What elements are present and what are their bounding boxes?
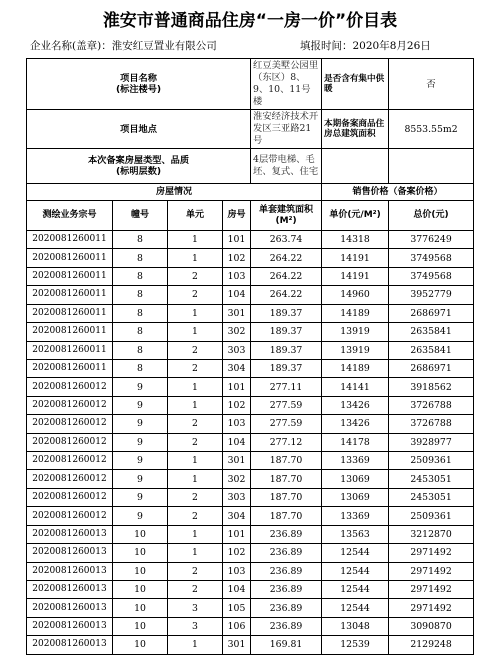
cell-area: 187.70 [251, 507, 322, 525]
cell-area: 236.89 [251, 562, 322, 580]
cell-unit-price: 13563 [322, 525, 389, 543]
cell-unit-price: 14191 [322, 267, 389, 285]
cell-room: 304 [223, 507, 251, 525]
cell-room: 302 [223, 323, 251, 341]
cell-unit: 1 [168, 323, 223, 341]
company-label: 企业名称(盖章)： [30, 40, 112, 52]
empty-cell [389, 149, 474, 184]
table-row [27, 525, 474, 543]
cell-area: 189.37 [251, 323, 322, 341]
cell-room: 105 [223, 599, 251, 617]
group-header-row [27, 184, 474, 201]
cell-unit-price: 14178 [322, 433, 389, 451]
cell-room: 101 [223, 231, 251, 249]
table-row [27, 415, 474, 433]
cell-unit: 2 [168, 341, 223, 359]
cell-code: 2020081260013 [27, 636, 113, 654]
cell-unit: 3 [168, 617, 223, 635]
cell-area: 277.59 [251, 396, 322, 414]
cell-code: 2020081260011 [27, 231, 113, 249]
company-line [30, 38, 217, 53]
table-row [27, 323, 474, 341]
cell-room: 103 [223, 415, 251, 433]
cell-room: 102 [223, 396, 251, 414]
cell-code: 2020081260011 [27, 323, 113, 341]
col-header-building: 幢号 [113, 201, 168, 231]
cell-unit: 2 [168, 433, 223, 451]
cell-area: 187.70 [251, 470, 322, 488]
location-value: 淮安经济技术开发区三亚路21号 [251, 110, 322, 149]
table-row [27, 359, 474, 377]
project-name-value: 红豆美墅公园里（东区）8、9、10、11号楼 [251, 59, 322, 110]
cell-area: 236.89 [251, 581, 322, 599]
cell-code: 2020081260013 [27, 544, 113, 562]
table-row [27, 341, 474, 359]
cell-total: 3090870 [389, 617, 474, 635]
table-row [27, 396, 474, 414]
cell-unit-price: 13048 [322, 617, 389, 635]
cell-room: 106 [223, 617, 251, 635]
table-row [27, 599, 474, 617]
cell-room: 301 [223, 304, 251, 322]
cell-area: 189.37 [251, 304, 322, 322]
cell-total: 3212870 [389, 525, 474, 543]
cell-unit-price: 13919 [322, 341, 389, 359]
cell-building: 8 [113, 249, 168, 267]
cell-total: 2509361 [389, 507, 474, 525]
cell-code: 2020081260011 [27, 267, 113, 285]
table-row [27, 636, 474, 654]
group-price-header: 销售价格（备案价格） [322, 184, 474, 201]
cell-total: 2686971 [389, 359, 474, 377]
cell-total: 2509361 [389, 452, 474, 470]
cell-total: 2453051 [389, 470, 474, 488]
table-row [27, 378, 474, 396]
cell-total: 2971492 [389, 562, 474, 580]
cell-code: 2020081260013 [27, 562, 113, 580]
cell-total: 2635841 [389, 323, 474, 341]
cell-unit-price: 14318 [322, 231, 389, 249]
table-row [27, 231, 474, 249]
cell-building: 8 [113, 286, 168, 304]
col-header-unit: 单元 [168, 201, 223, 231]
cell-total: 3952779 [389, 286, 474, 304]
cell-room: 303 [223, 341, 251, 359]
cell-building: 9 [113, 433, 168, 451]
cell-unit-price: 14191 [322, 249, 389, 267]
cell-area: 264.22 [251, 249, 322, 267]
cell-unit: 1 [168, 231, 223, 249]
cell-total: 3918562 [389, 378, 474, 396]
empty-cell [322, 149, 389, 184]
cell-code: 2020081260012 [27, 470, 113, 488]
cell-unit: 1 [168, 636, 223, 654]
cell-unit: 2 [168, 415, 223, 433]
cell-code: 2020081260011 [27, 249, 113, 267]
cell-total: 3749568 [389, 267, 474, 285]
cell-room: 101 [223, 378, 251, 396]
cell-room: 104 [223, 581, 251, 599]
cell-code: 2020081260013 [27, 525, 113, 543]
cell-unit-price: 14189 [322, 304, 389, 322]
col-header-code: 测绘业务宗号 [27, 201, 113, 231]
location-label: 项目地点 [27, 110, 251, 149]
has-supply-value: 否 [389, 59, 474, 110]
cell-unit: 2 [168, 359, 223, 377]
table-row [27, 544, 474, 562]
table-row [27, 562, 474, 580]
cell-room: 303 [223, 488, 251, 506]
column-header-row [27, 201, 474, 231]
type-label: 本次备案房屋类型、品质 (标明层数) [27, 149, 251, 184]
table-row [27, 617, 474, 635]
cell-unit-price: 13426 [322, 396, 389, 414]
col-header-area: 单套建筑面积 (M²) [251, 201, 322, 231]
cell-building: 8 [113, 359, 168, 377]
company-name: 淮安红豆置业有限公司 [111, 40, 217, 52]
cell-total: 2971492 [389, 599, 474, 617]
cell-unit-price: 12544 [322, 581, 389, 599]
cell-code: 2020081260013 [27, 617, 113, 635]
cell-total: 2971492 [389, 544, 474, 562]
cell-area: 189.37 [251, 359, 322, 377]
cell-building: 9 [113, 507, 168, 525]
cell-code: 2020081260011 [27, 286, 113, 304]
area-label: 本期备案商品住房总建筑面积 [322, 110, 389, 149]
group-house-header: 房屋情况 [27, 184, 322, 201]
cell-building: 9 [113, 488, 168, 506]
table-row [27, 267, 474, 285]
cell-unit: 3 [168, 599, 223, 617]
table-row [27, 488, 474, 506]
table-row [27, 507, 474, 525]
cell-area: 189.37 [251, 341, 322, 359]
cell-building: 10 [113, 562, 168, 580]
cell-code: 2020081260012 [27, 378, 113, 396]
col-header-unit-price: 单价(元/M²) [322, 201, 389, 231]
table-row [27, 452, 474, 470]
cell-building: 10 [113, 599, 168, 617]
cell-total: 2453051 [389, 488, 474, 506]
cell-room: 101 [223, 525, 251, 543]
cell-total: 2129248 [389, 636, 474, 654]
cell-room: 304 [223, 359, 251, 377]
cell-building: 8 [113, 267, 168, 285]
cell-unit: 2 [168, 267, 223, 285]
cell-room: 102 [223, 249, 251, 267]
cell-code: 2020081260012 [27, 488, 113, 506]
cell-building: 8 [113, 341, 168, 359]
cell-area: 169.81 [251, 636, 322, 654]
cell-unit-price: 13919 [322, 323, 389, 341]
info-row-type [27, 149, 474, 184]
cell-total: 2971492 [389, 581, 474, 599]
cell-building: 9 [113, 452, 168, 470]
cell-building: 9 [113, 470, 168, 488]
cell-code: 2020081260011 [27, 341, 113, 359]
col-header-total: 总价(元) [389, 201, 474, 231]
cell-building: 10 [113, 617, 168, 635]
cell-area: 264.22 [251, 267, 322, 285]
cell-unit: 2 [168, 562, 223, 580]
col-header-room: 房号 [223, 201, 251, 231]
cell-unit: 2 [168, 488, 223, 506]
price-table [26, 58, 474, 655]
cell-unit-price: 12544 [322, 599, 389, 617]
cell-unit-price: 14189 [322, 359, 389, 377]
cell-building: 10 [113, 525, 168, 543]
cell-building: 8 [113, 323, 168, 341]
fill-time-line [300, 38, 431, 53]
cell-unit-price: 12544 [322, 544, 389, 562]
cell-area: 236.89 [251, 617, 322, 635]
area-value: 8553.55m2 [389, 110, 474, 149]
cell-room: 302 [223, 470, 251, 488]
cell-unit-price: 13069 [322, 470, 389, 488]
cell-unit-price: 13069 [322, 488, 389, 506]
cell-room: 301 [223, 452, 251, 470]
cell-total: 3928977 [389, 433, 474, 451]
cell-unit: 1 [168, 525, 223, 543]
fill-time-label: 填报时间： [300, 40, 353, 52]
cell-area: 277.59 [251, 415, 322, 433]
cell-code: 2020081260012 [27, 507, 113, 525]
cell-building: 9 [113, 396, 168, 414]
cell-area: 263.74 [251, 231, 322, 249]
table-row [27, 581, 474, 599]
project-name-label: 项目名称 (标注楼号) [27, 59, 251, 110]
cell-area: 277.12 [251, 433, 322, 451]
table-row [27, 470, 474, 488]
cell-area: 236.89 [251, 599, 322, 617]
cell-unit-price: 12544 [322, 562, 389, 580]
info-row-location [27, 110, 474, 149]
cell-code: 2020081260012 [27, 396, 113, 414]
cell-area: 264.22 [251, 286, 322, 304]
cell-unit-price: 14141 [322, 378, 389, 396]
cell-total: 3726788 [389, 415, 474, 433]
cell-code: 2020081260011 [27, 304, 113, 322]
cell-room: 103 [223, 267, 251, 285]
cell-unit: 1 [168, 304, 223, 322]
page-title: 淮安市普通商品住房“一房一价”价目表 [102, 11, 398, 31]
cell-code: 2020081260012 [27, 433, 113, 451]
cell-unit: 2 [168, 507, 223, 525]
cell-unit-price: 13369 [322, 452, 389, 470]
cell-code: 2020081260011 [27, 359, 113, 377]
cell-total: 2635841 [389, 341, 474, 359]
cell-area: 277.11 [251, 378, 322, 396]
cell-unit-price: 12539 [322, 636, 389, 654]
cell-building: 9 [113, 378, 168, 396]
cell-building: 10 [113, 544, 168, 562]
cell-building: 10 [113, 581, 168, 599]
cell-room: 104 [223, 433, 251, 451]
cell-total: 3776249 [389, 231, 474, 249]
cell-unit: 2 [168, 286, 223, 304]
table-row [27, 433, 474, 451]
cell-total: 2686971 [389, 304, 474, 322]
cell-total: 3749568 [389, 249, 474, 267]
type-value: 4层带电梯、毛坯、复式、住宅 [251, 149, 322, 184]
table-row [27, 286, 474, 304]
cell-room: 104 [223, 286, 251, 304]
cell-area: 236.89 [251, 525, 322, 543]
cell-building: 10 [113, 636, 168, 654]
cell-unit: 2 [168, 581, 223, 599]
cell-code: 2020081260012 [27, 452, 113, 470]
cell-room: 102 [223, 544, 251, 562]
has-supply-label: 是否含有集中供暖 [322, 59, 389, 110]
cell-room: 301 [223, 636, 251, 654]
cell-unit: 1 [168, 396, 223, 414]
cell-area: 236.89 [251, 544, 322, 562]
cell-code: 2020081260013 [27, 581, 113, 599]
cell-building: 8 [113, 304, 168, 322]
cell-building: 9 [113, 415, 168, 433]
table-row [27, 249, 474, 267]
table-row [27, 304, 474, 322]
cell-area: 187.70 [251, 452, 322, 470]
cell-unit-price: 13426 [322, 415, 389, 433]
info-row-project-name [27, 59, 474, 110]
fill-time-value: 2020年8月26日 [352, 40, 431, 52]
cell-unit: 1 [168, 378, 223, 396]
cell-unit-price: 13369 [322, 507, 389, 525]
cell-total: 3726788 [389, 396, 474, 414]
cell-unit-price: 14960 [322, 286, 389, 304]
cell-code: 2020081260012 [27, 415, 113, 433]
cell-unit: 1 [168, 470, 223, 488]
cell-unit: 1 [168, 452, 223, 470]
cell-unit: 1 [168, 249, 223, 267]
cell-area: 187.70 [251, 488, 322, 506]
cell-room: 103 [223, 562, 251, 580]
cell-building: 8 [113, 231, 168, 249]
cell-code: 2020081260013 [27, 599, 113, 617]
cell-unit: 1 [168, 544, 223, 562]
